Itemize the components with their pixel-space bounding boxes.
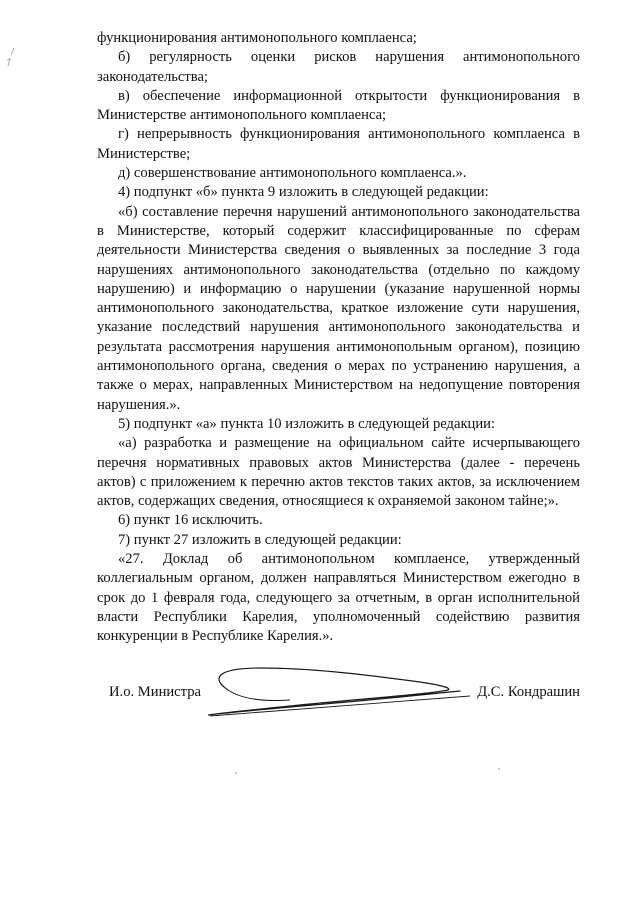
paragraph-amendment-7-text: «27. Доклад об антимонопольном комплаенсе, утвержденный коллегиальным органом, должен направляться Министерством ежегодно в срок до 1 февраля года, следующего за отчетным, в орган исполнительной власти Республики Карелия, уполномоченный содействию развития конкуренции в Республике Карелия.». <box>97 551 580 645</box>
paragraph-item-v: в) обеспечение информационной открытости функционирования в Министерстве антимонопольного комплаенса; <box>97 87 580 124</box>
paragraph-amendment-7: 7) пункт 27 изложить в следующей редакции: <box>118 531 402 548</box>
signatory-name: Д.С. Кондрашин <box>477 684 580 700</box>
paragraph-item-b: б) регулярность оценки рисков нарушения антимонопольного законодательства; <box>97 49 580 85</box>
paragraph-item-g: г) непрерывность функционирования антимонопольного комплаенса в Министерстве; <box>97 126 580 162</box>
paragraph-amendment-4-text: «б) составление перечня нарушений антимонопольного законодательства в Министерстве, который содержит классифицированные по сферам деятельности Министерства сведения о выявленных за последние 3 года нарушениях антимонопольного законодательства (отдельно по каждому нарушению) и информацию о нарушении (указание нарушенной нормы антимонопольного законодательства, краткое изложение сути нарушения, указание последствий нарушения антимонопольного законодательства и результата рассмотрения нарушения антимонопольным органом), позицию антимонопольного органа, сведения о мерах по устранению нарушения, а также о мерах, направленных Министерством на недопущение повторения нарушения.». <box>97 203 580 413</box>
signatory-title: И.о. Министра <box>109 684 201 700</box>
paragraph-amendment-5: 5) подпункт «а» пункта 10 изложить в следующей редакции: <box>118 415 496 432</box>
paragraph-amendment-4: 4) подпункт «б» пункта 9 изложить в следующей редакции: <box>118 184 489 201</box>
scan-speck <box>235 772 237 774</box>
margin-pencil-mark <box>2 46 18 70</box>
document-body <box>97 29 580 647</box>
scan-speck <box>498 768 500 770</box>
paragraph-item-d: д) совершенствование антимонопольного комплаенса.». <box>118 165 467 182</box>
paragraph-amendment-5-text: «а) разработка и размещение на официальном сайте исчерпывающего перечня нормативных правовых актов Министерства (далее - перечень актов) с приложением к перечню актов текстов таких актов, за исключением актов, содержащих сведения, относящиеся к охраняемой законом тайне;». <box>97 435 580 510</box>
paragraph-continuation: функционирования антимонопольного комплаенса; <box>97 30 417 46</box>
signature-block <box>97 680 580 720</box>
paragraph-amendment-6: 6) пункт 16 исключить. <box>118 512 263 529</box>
